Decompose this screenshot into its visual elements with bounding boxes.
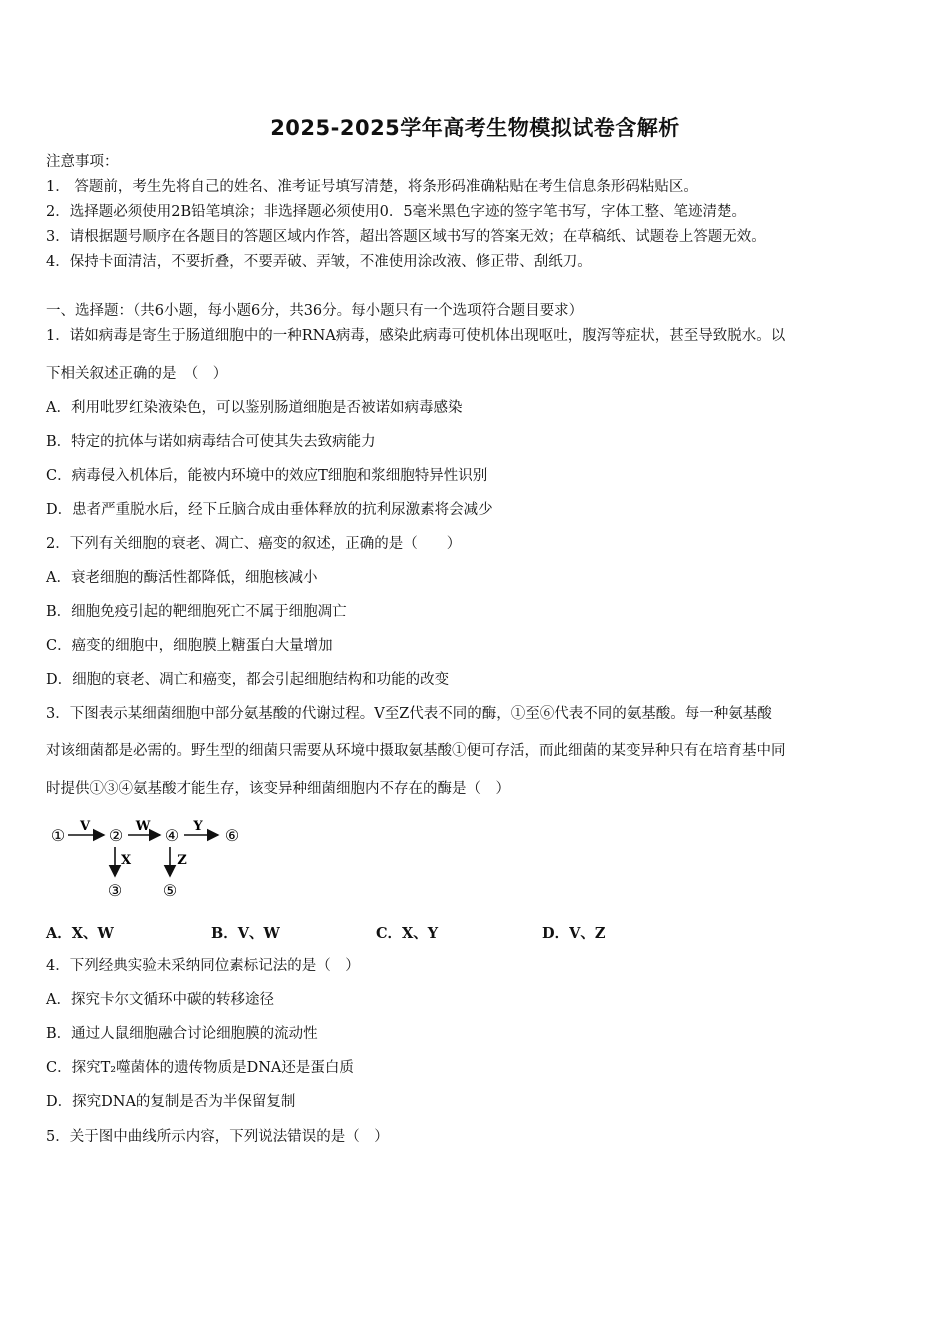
question-1-option-c: C．病毒侵入机体后，能被内环境中的效应T细胞和浆细胞特异性识别 <box>46 468 488 484</box>
question-3-option-b: B．V、W <box>211 925 280 942</box>
notice-item: 1． 答题前，考生先将自己的姓名、准考证号填写清楚，将条形码准确粘贴在考生信息条形码粘贴区。 <box>46 179 698 195</box>
question-3-stem-cont: 对该细菌都是必需的。野生型的细菌只需要从环境中摄取氨基酸①便可存活，而此细菌的某变异种只有在培育基中同 <box>46 743 786 759</box>
question-1-option-a: A．利用吡罗红染液染色，可以鉴别肠道细胞是否被诺如病毒感染 <box>46 400 463 416</box>
question-2-option-a: A．衰老细胞的酶活性都降低，细胞核减小 <box>46 570 318 586</box>
question-2-option-c: C．癌变的细胞中，细胞膜上糖蛋白大量增加 <box>46 638 333 654</box>
question-5-stem: 5．关于图中曲线所示内容，下列说法错误的是（ ） <box>46 1129 389 1145</box>
question-4-option-a: A．探究卡尔文循环中碳的转移途径 <box>46 992 274 1008</box>
node-amino-2: ② <box>108 826 124 845</box>
metabolic-pathway-diagram <box>46 818 256 904</box>
notice-heading: 注意事项： <box>46 154 119 170</box>
question-4-stem: 4．下列经典实验未采纳同位素标记法的是（ ） <box>46 958 360 974</box>
question-2-option-d: D．细胞的衰老、凋亡和癌变，都会引起细胞结构和功能的改变 <box>46 672 450 688</box>
page-title: 2025-2025学年高考生物模拟试卷含解析 <box>270 116 680 140</box>
node-amino-3: ③ <box>107 881 123 900</box>
question-3-option-a: A．X、W <box>46 925 114 942</box>
node-amino-6: ⑥ <box>224 826 240 845</box>
question-2-option-b: B．细胞免疫引起的靶细胞死亡不属于细胞凋亡 <box>46 604 347 620</box>
question-2-stem: 2．下列有关细胞的衰老、凋亡、癌变的叙述，正确的是（ ） <box>46 536 462 552</box>
question-1-option-b: B．特定的抗体与诺如病毒结合可使其失去致病能力 <box>46 434 376 450</box>
question-3-stem: 3．下图表示某细菌细胞中部分氨基酸的代谢过程。V至Z代表不同的酶，①至⑥代表不同的氨基酸。每一种氨基酸 <box>46 706 772 722</box>
question-4-option-c: C．探究T₂噬菌体的遗传物质是DNA还是蛋白质 <box>46 1060 354 1076</box>
enzyme-x-label: X <box>120 853 132 868</box>
enzyme-z-label: Z <box>177 853 187 868</box>
question-3-option-c: C．X、Y <box>376 925 439 942</box>
notice-item: 3．请根据题号顺序在各题目的答题区域内作答，超出答题区域书写的答案无效；在草稿纸、试题卷上答题无效。 <box>46 229 766 245</box>
node-amino-1: ① <box>50 826 66 845</box>
section-heading: 一、选择题：（共6小题，每小题6分，共36分。每小题只有一个选项符合题目要求） <box>46 303 584 319</box>
question-4-option-d: D．探究DNA的复制是否为半保留复制 <box>46 1094 296 1110</box>
question-3-option-d: D．V、Z <box>542 925 606 942</box>
question-1-stem: 1．诺如病毒是寄生于肠道细胞中的一种RNA病毒，感染此病毒可使机体出现呕吐，腹泻等症状，甚至导致脱水。以 <box>46 328 786 344</box>
question-3-stem-cont: 时提供①③④氨基酸才能生存，该变异种细菌细胞内不存在的酶是（ ） <box>46 781 510 797</box>
node-amino-5: ⑤ <box>162 881 178 900</box>
node-amino-4: ④ <box>164 826 180 845</box>
notice-item: 2．选择题必须使用2B铅笔填涂；非选择题必须使用0．5毫米黑色字迹的签字笔书写，字体工整、笔迹清楚。 <box>46 204 747 220</box>
notice-item: 4．保持卡面清洁，不要折叠，不要弄破、弄皱，不准使用涂改液、修正带、刮纸刀。 <box>46 254 592 270</box>
enzyme-v-label: V <box>79 819 91 834</box>
question-3-options <box>46 922 846 942</box>
question-1-option-d: D．患者严重脱水后，经下丘脑合成由垂体释放的抗利尿激素将会减少 <box>46 502 493 518</box>
question-1-stem-cont: 下相关叙述正确的是 （ ） <box>46 366 228 382</box>
question-4-option-b: B．通过人鼠细胞融合讨论细胞膜的流动性 <box>46 1026 318 1042</box>
enzyme-y-label: Y <box>193 819 203 834</box>
enzyme-w-label: W <box>135 819 151 834</box>
